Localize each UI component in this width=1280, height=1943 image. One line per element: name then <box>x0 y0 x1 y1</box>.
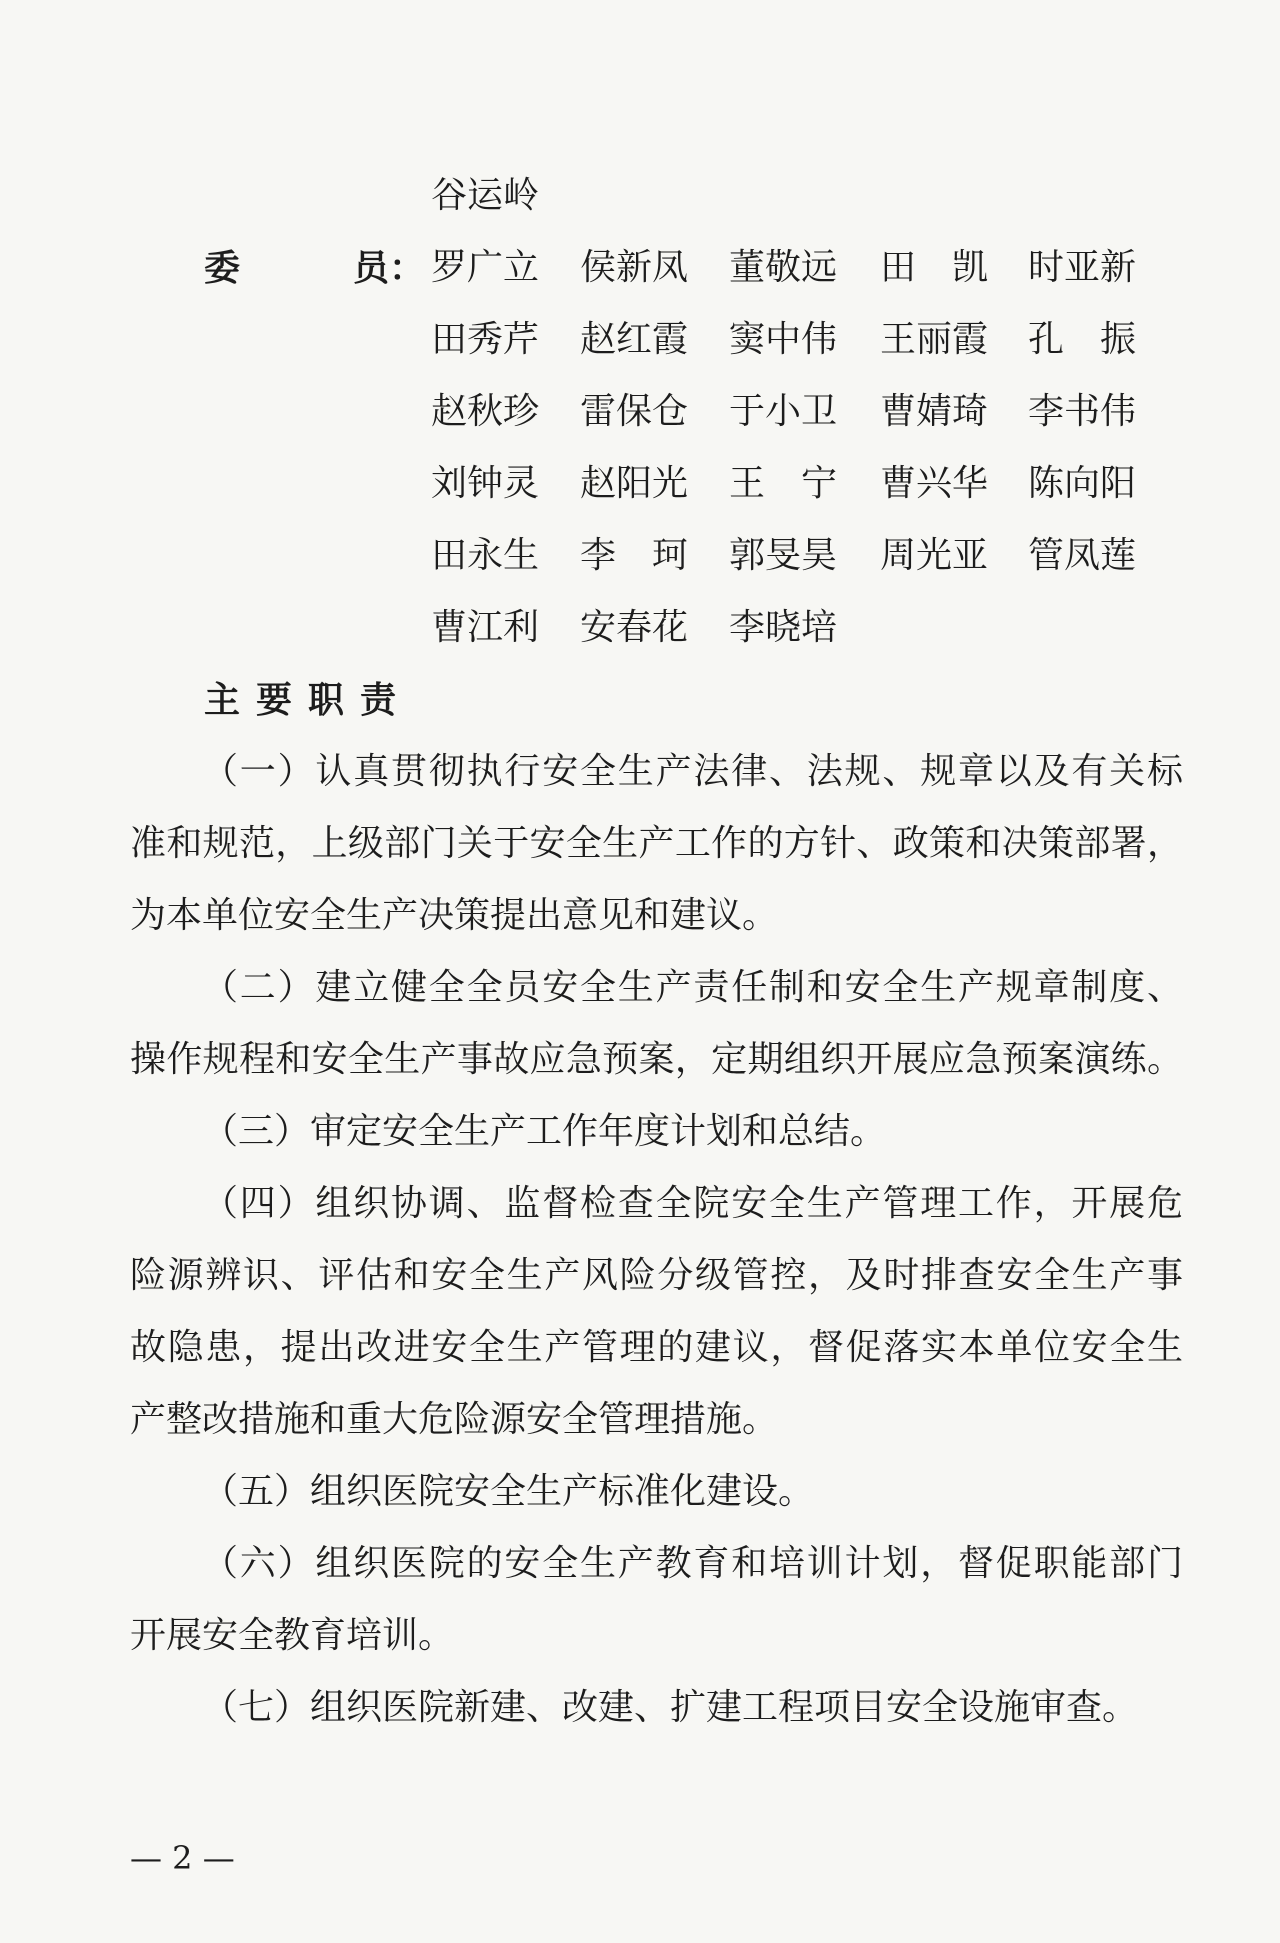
section-heading: 主要职责 <box>204 679 413 721</box>
paragraph-line: 准和规范，上级部门关于安全生产工作的方针、政策和决策部署， <box>130 823 1183 864</box>
member-name: 侯新凤 <box>580 247 689 288</box>
member-name: 董敬远 <box>729 247 838 288</box>
duty-paragraph <box>130 1096 1183 1168</box>
paragraph-line: （二）建立健全全员安全生产责任制和安全生产规章制度、 <box>202 967 1183 1008</box>
member-name: 于小卫 <box>729 391 838 432</box>
member-name: 田永生 <box>431 535 540 576</box>
member-name: 陈向阳 <box>1028 463 1137 504</box>
paragraph-line: 险源辨识、评估和安全生产风险分级管控，及时排查安全生产事 <box>130 1255 1183 1296</box>
member-name: 曹兴华 <box>880 463 989 504</box>
member-name: 雷保仓 <box>580 391 689 432</box>
paragraph-line: 故隐患，提出改进安全生产管理的建议，督促落实本单位安全生 <box>130 1327 1183 1368</box>
member-name: 时亚新 <box>1028 247 1137 288</box>
duty-paragraph <box>130 736 1183 952</box>
member-name: 周光亚 <box>880 535 989 576</box>
member-name: 李晓培 <box>729 607 838 648</box>
members-label-part: 员： <box>353 247 426 289</box>
member-name: 安春花 <box>580 607 689 648</box>
paragraph-line: 开展安全教育培训。 <box>130 1615 455 1656</box>
paragraph-line: （六）组织医院的安全生产教育和培训计划，督促职能部门 <box>202 1543 1183 1584</box>
paragraph-line: 为本单位安全生产决策提出意见和建议。 <box>130 895 779 936</box>
member-name: 王 宁 <box>729 463 837 504</box>
name-row <box>130 304 1183 376</box>
paragraph-line: （五）组织医院安全生产标准化建设。 <box>202 1471 815 1512</box>
paragraph-line: （一）认真贯彻执行安全生产法律、法规、规章以及有关标 <box>202 751 1183 792</box>
duty-paragraph <box>130 952 1183 1096</box>
duty-paragraph <box>130 1528 1183 1672</box>
name-row <box>130 232 1183 304</box>
name-row <box>130 448 1183 520</box>
member-name: 赵秋珍 <box>431 391 540 432</box>
member-name: 刘钟灵 <box>431 463 540 504</box>
duty-paragraph <box>130 1456 1183 1528</box>
name-row <box>130 520 1183 592</box>
member-name: 赵阳光 <box>580 463 689 504</box>
paragraph-line: 操作规程和安全生产事故应急预案，定期组织开展应急预案演练。 <box>130 1039 1183 1080</box>
member-name: 曹江利 <box>431 607 540 648</box>
member-name: 谷运岭 <box>431 175 540 216</box>
page-number: — 2 — <box>130 1839 235 1877</box>
paragraph-line: 产整改措施和重大危险源安全管理措施。 <box>130 1399 779 1440</box>
member-name: 田秀芹 <box>431 319 540 360</box>
paragraph-line: （三）审定安全生产工作年度计划和总结。 <box>202 1111 887 1152</box>
members-label-part: 委 <box>204 247 241 289</box>
duty-paragraph <box>130 1672 1183 1744</box>
member-name: 曹婧琦 <box>880 391 989 432</box>
member-name: 郭旻昊 <box>729 535 838 576</box>
member-name: 罗广立 <box>431 247 540 288</box>
member-name: 王丽霞 <box>880 319 989 360</box>
member-name: 孔 振 <box>1028 319 1136 360</box>
duty-paragraph <box>130 1168 1183 1456</box>
name-row <box>130 376 1183 448</box>
name-row <box>130 592 1183 664</box>
paragraph-line: （七）组织医院新建、改建、扩建工程项目安全设施审查。 <box>202 1687 1139 1728</box>
member-name: 管凤莲 <box>1028 535 1137 576</box>
member-name: 窦中伟 <box>729 319 838 360</box>
member-name: 赵红霞 <box>580 319 689 360</box>
member-name: 李 珂 <box>580 535 688 576</box>
paragraph-line: （四）组织协调、监督检查全院安全生产管理工作，开展危 <box>202 1183 1183 1224</box>
document-body <box>130 160 1183 1744</box>
member-name: 田 凯 <box>880 247 988 288</box>
member-name: 李书伟 <box>1028 391 1137 432</box>
name-row-continuation <box>130 160 1183 232</box>
